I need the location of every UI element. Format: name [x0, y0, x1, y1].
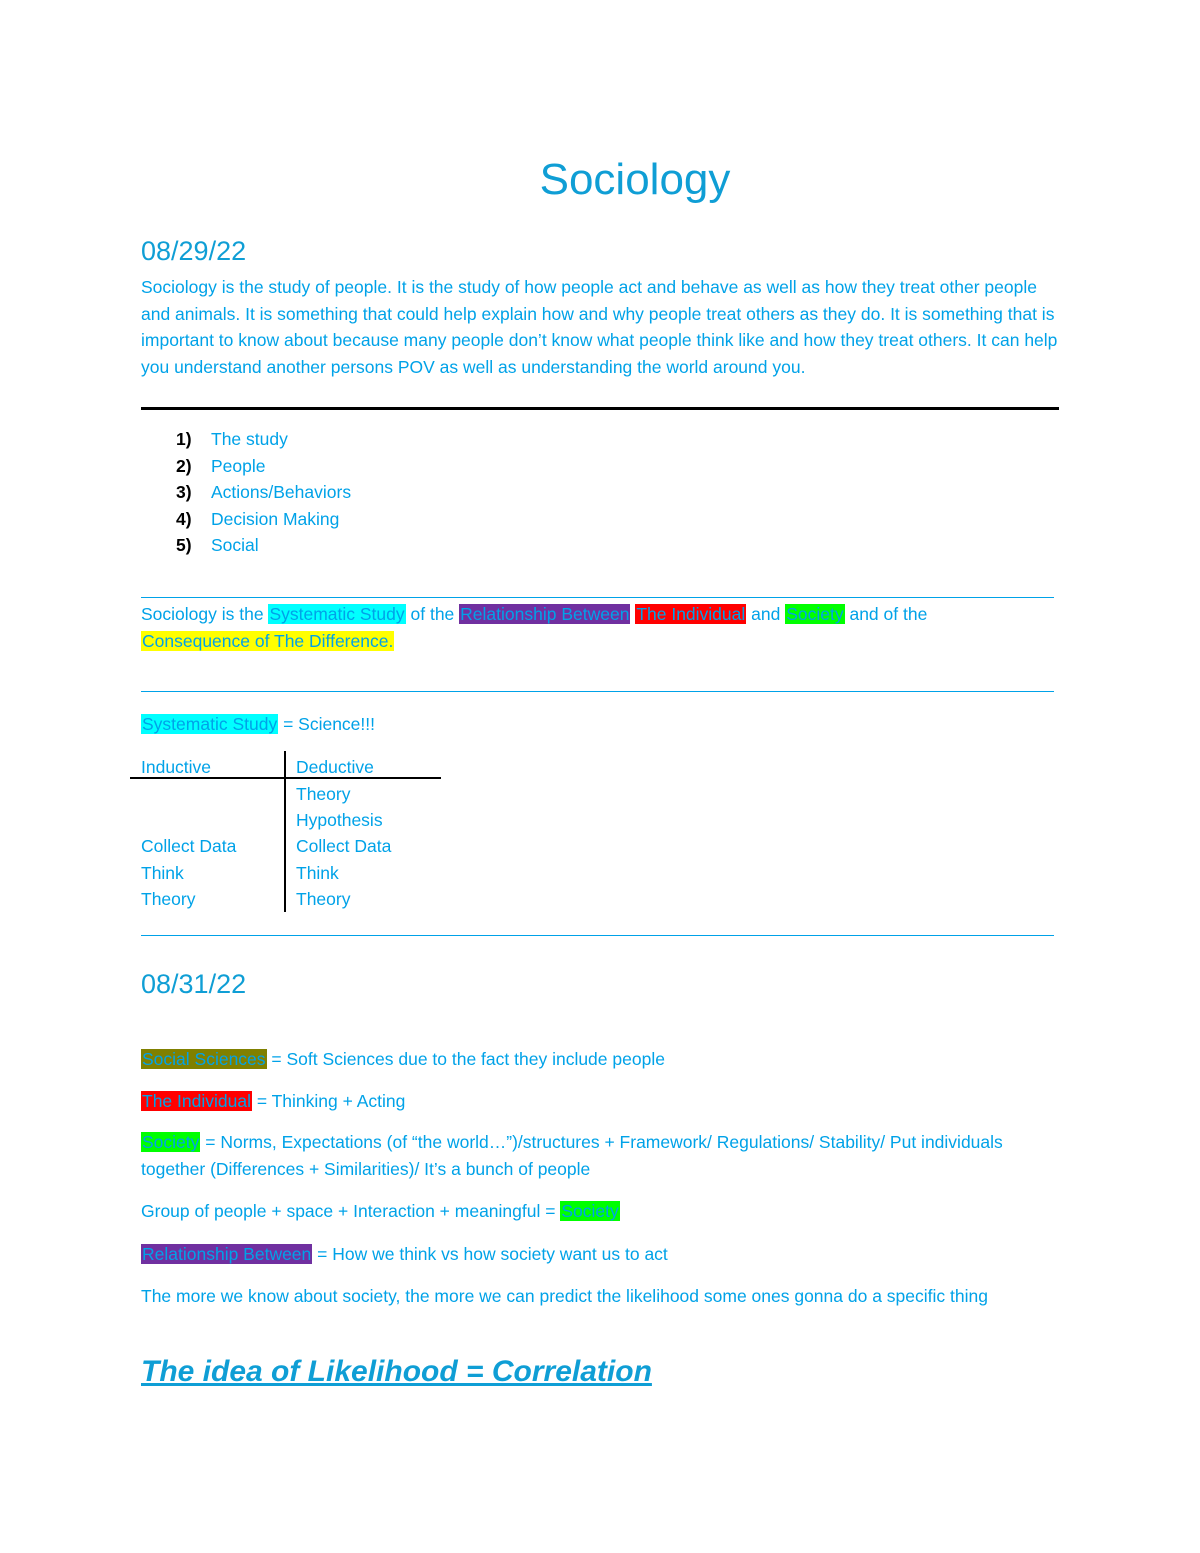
- note-prediction: The more we know about society, the more we can predict the likelihood some ones gonna do a specific thing: [141, 1286, 988, 1306]
- intro-paragraph: Sociology is the study of people. It is the study of how people act and behave as well as how they treat other people and animals. It is something that could help explain how and why people treat others as they do. It is something that is important to know about because many people don’t know what people think like and how they treat others. It can help you understand another persons POV as well as understanding the world around you.: [141, 277, 1058, 377]
- note-social-sciences: [141, 1046, 1061, 1073]
- list-item: [176, 453, 351, 480]
- note-group: [141, 1198, 1061, 1225]
- definition-text: and of the: [844, 604, 928, 624]
- list-number: 5): [176, 535, 192, 555]
- science-line-text: = Science!!!: [278, 714, 375, 734]
- deductive-step: Theory: [296, 889, 351, 909]
- list-text: The study: [211, 429, 288, 449]
- note-text: = Norms, Expectations (of “the world…”)/structures + Framework/ Regulations/ Stability/ Put individuals together (Differences + Similarities)/ It’s a bunch of people: [141, 1132, 1003, 1179]
- highlight-systematic-study: Systematic Study: [142, 714, 278, 734]
- highlight-society: Society: [142, 1132, 200, 1152]
- highlight-the-individual: The Individual: [142, 1091, 251, 1111]
- date-heading-2: 08/31/22: [141, 969, 247, 999]
- inductive-step: Theory: [141, 889, 196, 909]
- highlight-systematic-study: Systematic Study: [269, 604, 405, 624]
- definition-text: of the: [405, 604, 460, 624]
- list-text: People: [211, 455, 266, 476]
- inductive-step: Think: [141, 863, 184, 883]
- list-text: Decision Making: [211, 508, 340, 529]
- definition-text: Sociology is the: [141, 604, 269, 624]
- section-divider: [141, 597, 1054, 598]
- deductive-step: Think: [296, 863, 339, 883]
- inductive-step: Collect Data: [141, 836, 237, 856]
- closing-heading: The idea of Likelihood = Correlation: [141, 1355, 652, 1388]
- definition-paragraph: [141, 601, 1061, 654]
- highlight-relationship-between: Relationship Between: [460, 604, 630, 624]
- list-number: 4): [176, 508, 192, 529]
- list-number: 3): [176, 482, 192, 502]
- deductive-header: Deductive: [296, 757, 374, 777]
- table-vertical-rule: [284, 751, 286, 912]
- section-divider: [141, 691, 1054, 692]
- note-individual: [141, 1088, 1061, 1115]
- note-text: = How we think vs how society want us to act: [312, 1244, 668, 1264]
- list-number: 2): [176, 455, 192, 476]
- list-item: [176, 479, 351, 506]
- list-item: [176, 426, 351, 453]
- inductive-header: Inductive: [141, 757, 212, 777]
- deductive-step: Theory: [296, 784, 351, 804]
- highlight-consequence: Consequence of The Difference.: [142, 630, 394, 651]
- note-relationship: [141, 1241, 1061, 1268]
- deductive-step: Hypothesis: [296, 810, 383, 830]
- numbered-list: [176, 426, 351, 559]
- section-divider: [141, 935, 1054, 936]
- note-text: = Soft Sciences due to the fact they include people: [266, 1049, 665, 1069]
- list-text: Actions/Behaviors: [211, 482, 352, 502]
- list-number: 1): [176, 429, 192, 449]
- page-title: Sociology: [539, 155, 731, 204]
- note-text: Group of people + space + Interaction + meaningful =: [141, 1201, 561, 1221]
- highlight-society: Society: [561, 1201, 619, 1221]
- highlight-social-sciences: Social Sciences: [142, 1049, 266, 1069]
- science-line: [141, 711, 1061, 738]
- highlight-the-individual: The Individual: [636, 604, 746, 624]
- note-text: = Thinking + Acting: [251, 1091, 406, 1111]
- section-divider-thick: [141, 407, 1059, 410]
- highlight-society: Society: [786, 604, 844, 624]
- list-item: [176, 532, 351, 559]
- date-heading-1: 08/29/22: [141, 236, 247, 266]
- highlight-relationship-between: Relationship Between: [142, 1244, 312, 1264]
- list-text: Social: [211, 535, 259, 555]
- deductive-step: Collect Data: [296, 836, 392, 856]
- note-society: [141, 1129, 1061, 1182]
- definition-text: and: [746, 604, 786, 624]
- list-item: [176, 506, 351, 533]
